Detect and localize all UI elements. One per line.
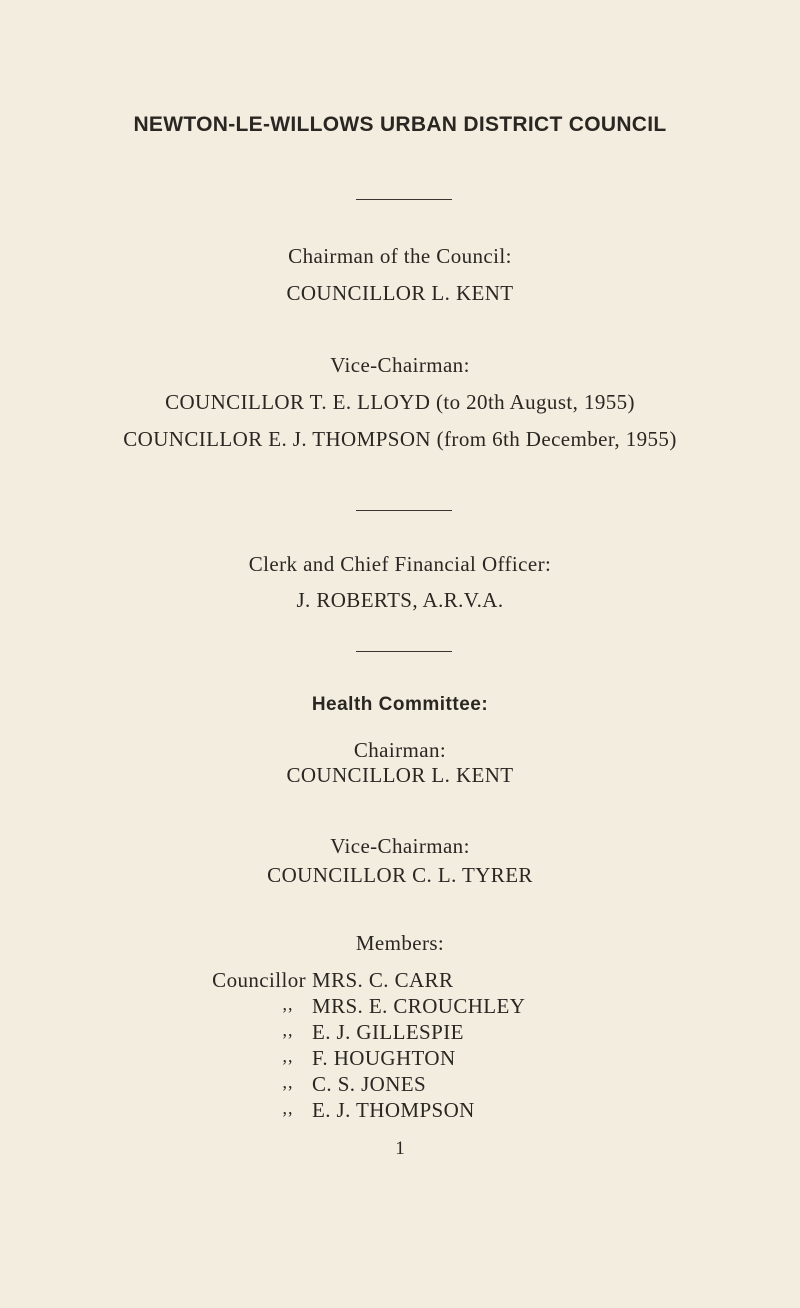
council-vice-chairman-2: COUNCILLOR E. J. THOMPSON (from 6th December, 1955) xyxy=(123,427,677,451)
members-label: Members: xyxy=(355,931,445,955)
health-vice-chairman-label: Vice-Chairman: xyxy=(330,834,470,858)
member-name: E. J. THOMPSON xyxy=(312,1098,475,1122)
ditto-mark: ,, xyxy=(282,1072,294,1092)
councillor-label: Councillor xyxy=(212,968,306,992)
member-name: MRS. E. CROUCHLEY xyxy=(312,994,526,1018)
clerk-label: Clerk and Chief Financial Officer: xyxy=(248,552,552,576)
council-title: NEWTON-LE-WILLOWS URBAN DISTRICT COUNCIL xyxy=(133,113,667,136)
member-name: F. HOUGHTON xyxy=(312,1046,456,1070)
page-number: 1 xyxy=(395,1138,405,1159)
health-chairman-name: COUNCILLOR L. KENT xyxy=(286,763,514,787)
council-chairman-label: Chairman of the Council: xyxy=(288,244,512,268)
divider-rule xyxy=(356,199,452,200)
clerk-name: J. ROBERTS, A.R.V.A. xyxy=(296,588,504,612)
council-vice-chairman-label: Vice-Chairman: xyxy=(330,353,470,377)
member-name: E. J. GILLESPIE xyxy=(312,1020,464,1044)
ditto-mark: ,, xyxy=(282,994,294,1014)
member-name: MRS. C. CARR xyxy=(312,968,454,992)
divider-rule xyxy=(356,651,452,652)
health-committee-heading: Health Committee: xyxy=(311,694,489,715)
council-chairman-name: COUNCILLOR L. KENT xyxy=(286,281,514,305)
council-vice-chairman-1: COUNCILLOR T. E. LLOYD (to 20th August, 1955) xyxy=(165,390,635,414)
health-vice-chairman-name: COUNCILLOR C. L. TYRER xyxy=(267,863,533,887)
member-name: C. S. JONES xyxy=(312,1072,427,1096)
ditto-mark: ,, xyxy=(282,1046,294,1066)
ditto-mark: ,, xyxy=(282,1098,294,1118)
divider-rule xyxy=(356,510,452,511)
ditto-mark: ,, xyxy=(282,1020,294,1040)
health-chairman-label: Chairman: xyxy=(353,738,447,762)
